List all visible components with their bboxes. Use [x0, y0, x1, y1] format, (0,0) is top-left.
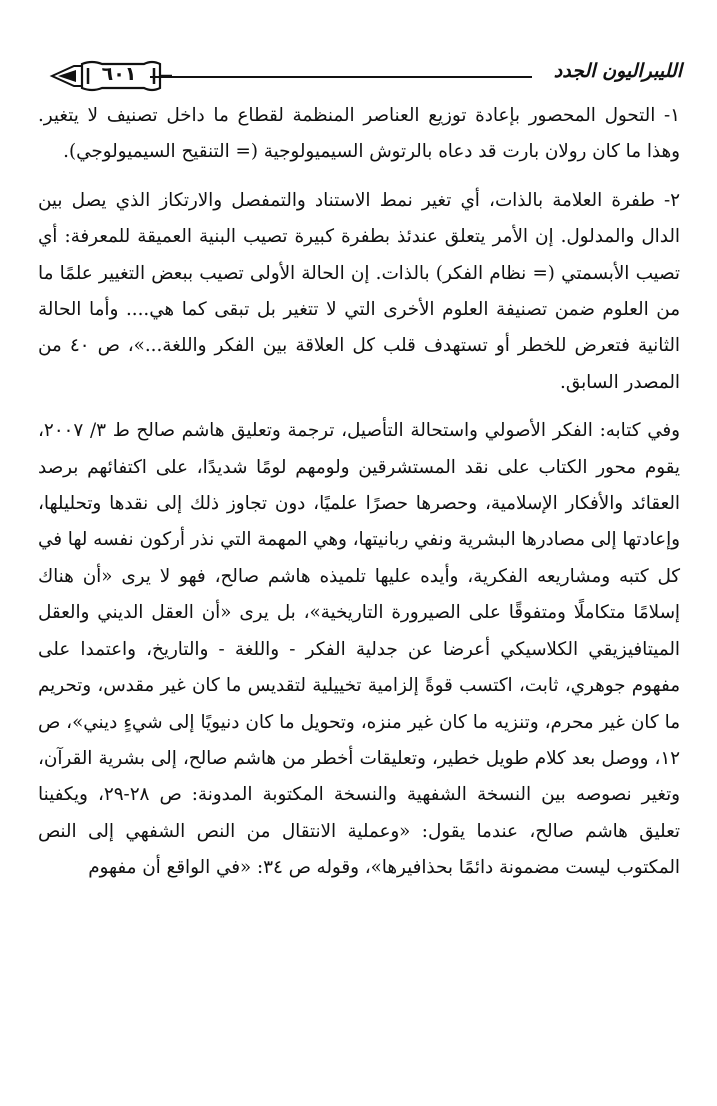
- paragraph: ٢- طفرة العلامة بالذات، أي تغير نمط الاستناد والتمفصل والارتكاز الذي يصل بين الدال والمدلول. إن الأمر يتعلق عندئذ بطفرة كبيرة تصيب البنية العميقة للمعرفة: أي تصيب الأبسمتي (= نظام الفكر) بالذات. إن الحالة الأولى تصيب ببعض التغيير علمًا ما من العلوم ضمن تصنيفة العلوم الأخرى التي لا تتغير بل تبقى كما هي.... وأما الحالة الثانية فتعرض للخطر أو تستهدف قلب كل العلاقة بين الفكر واللغة...»، ص ٤٠ من المصدر السابق.: [38, 189, 681, 393]
- header-rule: [150, 76, 532, 78]
- paragraph: وفي كتابه: الفكر الأصولي واستحالة التأصيل، ترجمة وتعليق هاشم صالح ط ٣/ ٢٠٠٧، يقوم محور الكتاب على نقد المستشرقين ولومهم لومًا شديدًا، على اكتفائهم برصد العقائد والأفكار الإسلامية، وحصرها حصرًا علميًا، دون تجاوز ذلك إلى نقدها وتحليلها، وإعادتها إلى مصادرها البشرية ونفي ربانيتها، وهي المهمة التي نذر أركون نفسه لها في كل كتبه ومشاريعه الفكرية، وأيده عليها تلميذه هاشم صالح، فهو لا يرى «أن هناك إسلامًا متكاملًا ومتفوقًا على الصيرورة التاريخية»، بل يرى «أن العقل الديني والعقل الميتافيزيقي الكلاسيكي أعرضا عن جدلية الفكر - واللغة - والتاريخ، واعتمدا على مفهوم جوهري، ثابت، اكتسب قوةً إلزامية تخييلية لتقديس ما كان غير مقدس، وتحريم ما كان غير محرم، وتنزيه ما كان غير منزه، وتحويل ما كان دنيويًا إلى شيءٍ ديني»، ص ١٢، ووصل بعد كلام طويل خطير، وتعليقات أخطر من هاشم صالح، إلى بشرية القرآن، وتغير نصوصه بين النسخة الشفهية والنسخة المكتوبة المدونة: ص ٢٨-٢٩، ويكفينا تعليق هاشم صالح، عندما يقول: «وعملية الانتقال من النص الشفهي إلى النص المكتوب ليست مضمونة دائمًا بحذافيرها»، وقوله ص ٣٤: «في الواقع أن مفهوم: [38, 420, 680, 879]
- running-title: الليبراليون الجدد: [553, 60, 682, 82]
- paragraph: ١- التحول المحصور بإعادة توزيع العناصر المنظمة لقطاع ما داخل تصنيف لا يتغير. وهذا ما كان رولان بارت قد دعاه بالرتوش السيميولوجية (= التنقيح السيميولوجي).: [38, 105, 680, 163]
- body-text: [38, 98, 680, 887]
- page-number: ٦٠١: [101, 63, 137, 85]
- page-header: [40, 58, 682, 92]
